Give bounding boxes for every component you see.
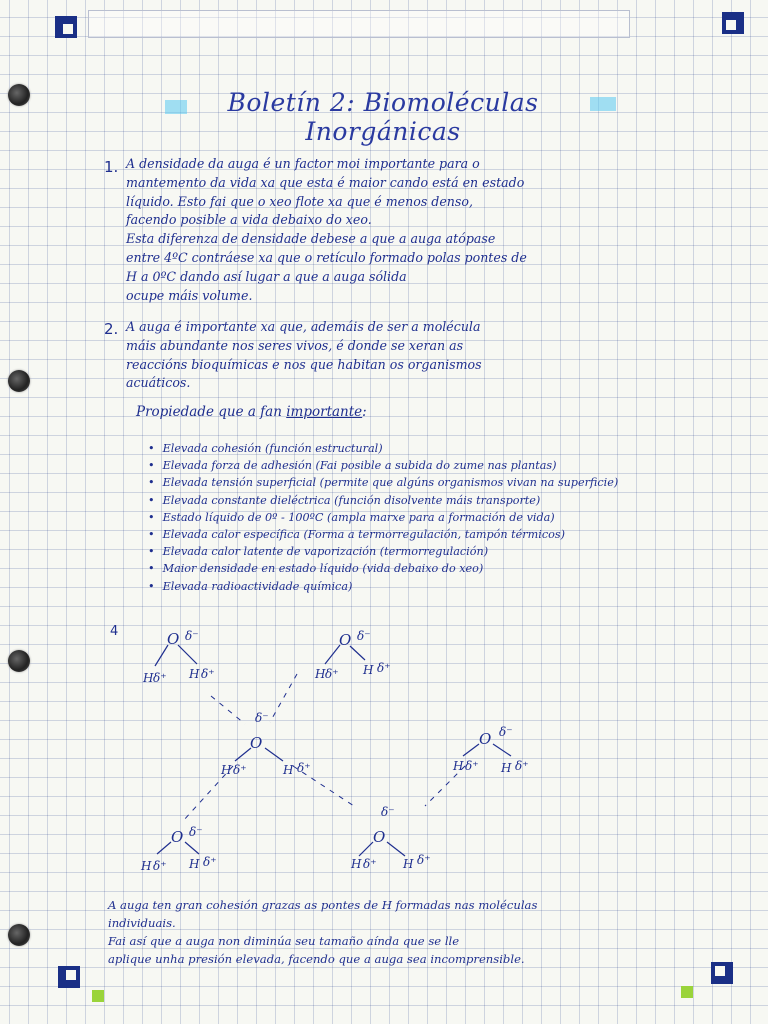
section-2-number: 2. — [104, 320, 119, 338]
property-item: • Elevada calor específica (Forma a termorregulación, tampón térmicos) — [148, 526, 618, 543]
section-1-line: H a 0ºC dando así lugar a que a auga sólida — [126, 268, 407, 284]
delta-minus: δ⁻ — [185, 629, 199, 643]
property-item: • Elevada radioactividade química) — [148, 578, 618, 595]
oxygen-labels — [167, 630, 491, 846]
hydrogen-bond-lines — [183, 674, 465, 821]
hydrogen-atom: H — [189, 667, 200, 681]
section-2-line: A auga é importante xa que, ademáis de ser a molécula — [126, 319, 481, 334]
property-item: • Elevada tensión superficial (permite que algúns organismos vivan na superficie) — [148, 474, 618, 491]
delta-plus: δ⁺ — [153, 671, 167, 685]
section-1-line: entre 4ºC contráese xa que o retículo formado polas pontes de — [126, 249, 527, 265]
delta-plus: δ⁺ — [203, 855, 217, 869]
property-item: • Maior densidade en estado líquido (vida debaixo do xeo) — [148, 560, 618, 577]
property-item: • Elevada constante dieléctrica (función disolvente máis transporte) — [148, 492, 618, 509]
property-item: • Elevada calor latente de vaporización (termorregulación) — [148, 543, 618, 560]
section-1-line: líquido. Esto fai que o xeo flote xa que é menos denso, — [126, 193, 473, 209]
hydrogen-labels — [140, 661, 529, 873]
delta-plus: δ⁺ — [417, 853, 431, 867]
delta-plus: δ⁺ — [377, 661, 391, 675]
section-2-line: máis abundante nos seres vivos, é donde se xeran as — [126, 337, 464, 353]
section-1-number: 1. — [104, 158, 119, 176]
conclusion-paragraph — [108, 896, 537, 968]
delta-minus: δ⁻ — [255, 711, 269, 725]
properties-heading-prefix: Propiedade que a fan — [136, 404, 282, 420]
hydrogen-atom: H — [351, 857, 362, 871]
delta-plus: δ⁺ — [515, 759, 529, 773]
corner-marker-top-right — [722, 12, 744, 34]
delta-plus: δ⁺ — [233, 763, 247, 777]
delta-minus-labels — [185, 629, 513, 839]
oxygen-atom: O — [250, 734, 263, 752]
conclusion-line: individuais. — [108, 916, 176, 930]
delta-minus: δ⁻ — [189, 825, 203, 839]
hydrogen-atom: H — [283, 763, 294, 777]
hydrogen-bond-diagram — [105, 618, 565, 883]
section-4-number: 4 — [110, 624, 119, 639]
conclusion-line: aplique unha presión elevada, facendo que a auga sea incomprensible. — [108, 952, 525, 966]
delta-plus: δ⁺ — [201, 667, 215, 681]
section-1-paragraph — [126, 155, 527, 305]
oxygen-atom: O — [171, 828, 184, 846]
binder-ring-3 — [8, 650, 30, 672]
hydrogen-atom: H — [315, 667, 326, 681]
oxygen-atom: O — [373, 828, 386, 846]
section-1-line: A densidade da auga é un factor moi importante para o — [126, 156, 480, 171]
oxygen-atom: O — [479, 730, 492, 748]
oxygen-atom: O — [339, 631, 352, 649]
section-2-line: acuáticos. — [126, 375, 191, 391]
binder-ring-2 — [8, 370, 30, 392]
section-1-line: mantemento da vida xa que esta é maior cando está en estado — [126, 174, 525, 190]
hydrogen-atom: H — [363, 663, 374, 677]
section-1-line: facendo posible a vida debaixo do xeo. — [126, 212, 372, 228]
section-1-line: ocupe máis volume. — [126, 287, 253, 303]
header-box — [88, 10, 630, 38]
corner-marker-top-left — [55, 16, 77, 38]
section-2-line: reaccións bioquímicas e nos que habitan os organismos — [126, 356, 482, 372]
section-2-paragraph — [126, 318, 482, 393]
hydrogen-atom: H — [501, 761, 512, 775]
delta-plus: δ⁺ — [465, 759, 479, 773]
delta-minus: δ⁻ — [499, 725, 513, 739]
delta-minus: δ⁻ — [381, 805, 395, 819]
delta-plus: δ⁺ — [153, 859, 167, 873]
hydrogen-atom: H — [403, 857, 414, 871]
property-item: • Estado líquido de 0º - 100ºC (ampla marxe para a formación de vida) — [148, 509, 618, 526]
hydrogen-atom: H — [221, 763, 232, 777]
properties-heading — [136, 404, 367, 420]
property-item: • Elevada cohesión (función estructural) — [148, 440, 618, 457]
properties-heading-colon: : — [362, 404, 367, 420]
delta-minus: δ⁻ — [357, 629, 371, 643]
properties-heading-keyword: importante — [286, 404, 363, 420]
hydrogen-atom: H — [189, 857, 200, 871]
binder-ring-1 — [8, 84, 30, 106]
delta-plus: δ⁺ — [297, 761, 311, 775]
delta-plus: δ⁺ — [325, 667, 339, 681]
conclusion-line: A auga ten gran cohesión grazas as pontes de H formadas nas moléculas — [108, 898, 538, 912]
green-marker-right — [681, 986, 693, 998]
section-1-line: Esta diferenza de densidade debese a que a auga atópase — [126, 231, 496, 247]
hydrogen-atom: H — [453, 759, 464, 773]
property-item: • Elevada forza de adhesión (Fai posible a subida do zume nas plantas) — [148, 457, 618, 474]
corner-marker-bottom-right — [711, 962, 733, 984]
delta-plus: δ⁺ — [363, 857, 377, 871]
green-marker-left — [92, 990, 104, 1002]
conclusion-line: Fai así que a auga non diminúa seu tamaño aínda que se lle — [108, 934, 460, 948]
hydrogen-atom: H — [143, 671, 154, 685]
page-title: Boletín 2: Biomoléculas Inorgánicas — [227, 88, 539, 146]
properties-list — [148, 440, 618, 595]
binder-ring-4 — [8, 924, 30, 946]
oxygen-atom: O — [167, 630, 180, 648]
corner-marker-bottom-left — [58, 966, 80, 988]
hydrogen-atom: H — [141, 859, 152, 873]
